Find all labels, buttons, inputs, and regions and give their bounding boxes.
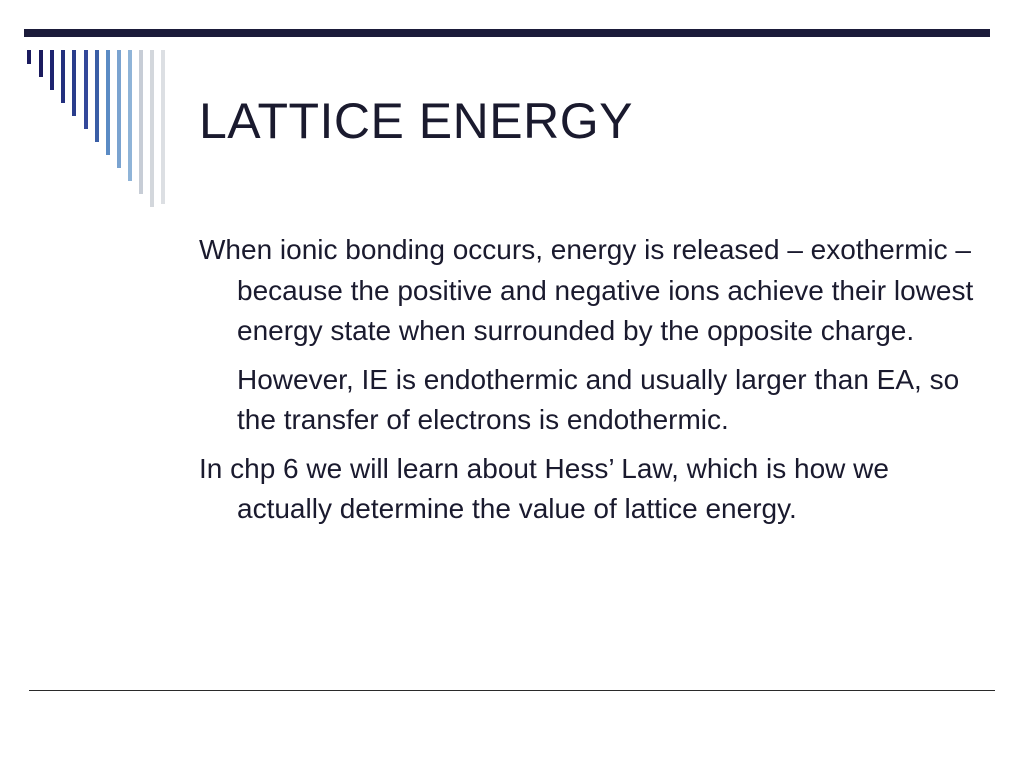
paragraph-exothermic: When ionic bonding occurs, energy is released – exothermic – because the positive and negative ions achieve their lowest energy state when surrounded by the opposite charge. (199, 234, 974, 346)
stripe (84, 50, 88, 129)
stripe (61, 50, 65, 103)
bottom-rule (29, 690, 995, 691)
slide-body (199, 230, 979, 538)
stripe (161, 50, 165, 204)
paragraph-hess-law: In chp 6 we will learn about Hess’ Law, which is how we actually determine the value of lattice energy. (199, 452, 889, 524)
stripe (117, 50, 121, 168)
stripe (72, 50, 76, 116)
stripe (39, 50, 43, 77)
stripe (95, 50, 99, 142)
stripe (128, 50, 132, 181)
stripe (139, 50, 143, 194)
stripe (27, 50, 31, 64)
slide-title: LATTICE ENERGY (199, 93, 633, 149)
stripe (50, 50, 54, 90)
stripe (106, 50, 110, 155)
stripe (150, 50, 154, 207)
decorative-stripes (0, 0, 180, 220)
paragraph-endothermic: However, IE is endothermic and usually larger than EA, so the transfer of electrons is endothermic. (237, 363, 960, 435)
